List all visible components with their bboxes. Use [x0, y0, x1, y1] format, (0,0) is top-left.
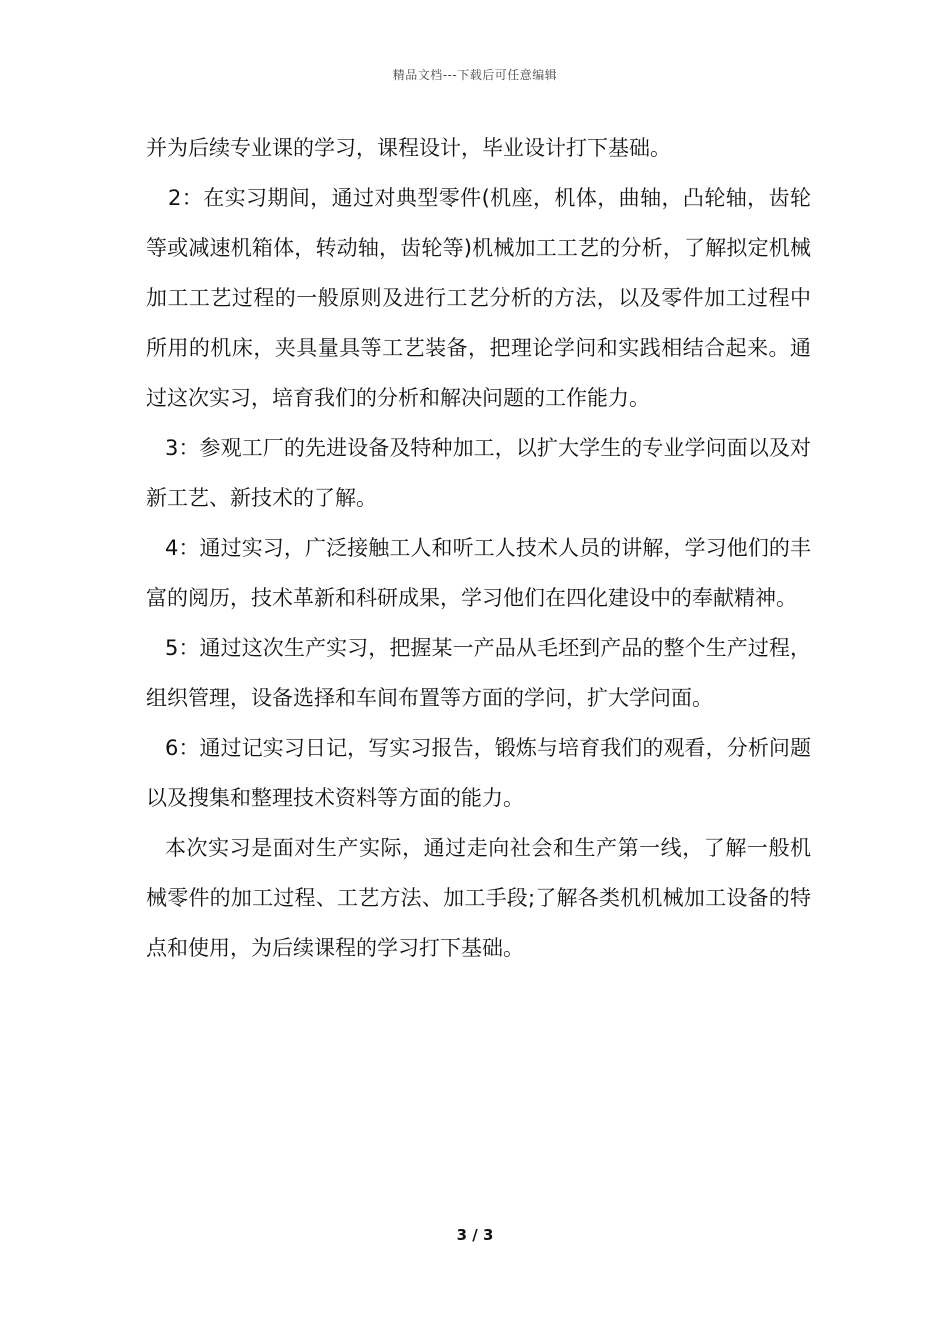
- paragraph-item-6: 6：通过记实习日记，写实习报告，锻炼与培育我们的观看，分析问题以及搜集和整理技术资料等方面的能力。: [146, 736, 811, 810]
- page-number: 3 / 3: [456, 1226, 494, 1244]
- paragraph-item-2: 2：在实习期间，通过对典型零件(机座，机体，曲轴，凸轮轴，齿轮等或减速机箱体，转动轴，齿轮等)机械加工工艺的分析，了解拟定机械加工工艺过程的一般原则及进行工艺分析的方法，以及零件加工过程中所用的机床，夹具量具等工艺装备，把理论学问和实践相结合起来。通过这次实习，培育我们的分析和解决问题的工作能力。: [146, 186, 811, 410]
- document-body: [146, 123, 811, 973]
- page-header: 精品文档---下载后可任意编辑: [392, 68, 558, 82]
- paragraph-item-4: 4：通过实习，广泛接触工人和听工人技术人员的讲解，学习他们的丰富的阅历，技术革新和科研成果，学习他们在四化建设中的奉献精神。: [146, 536, 811, 610]
- paragraph-item-5: 5：通过这次生产实习，把握某一产品从毛坯到产品的整个生产过程，组织管理，设备选择和车间布置等方面的学问，扩大学问面。: [146, 636, 811, 710]
- paragraph-item-3: 3：参观工厂的先进设备及特种加工，以扩大学生的专业学问面以及对新工艺、新技术的了解。: [146, 436, 811, 510]
- paragraph-summary: 本次实习是面对生产实际，通过走向社会和生产第一线，了解一般机械零件的加工过程、工艺方法、加工手段;了解各类机机械加工设备的特点和使用，为后续课程的学习打下基础。: [146, 836, 811, 960]
- paragraph-continuation: 并为后续专业课的学习，课程设计，毕业设计打下基础。: [146, 136, 671, 160]
